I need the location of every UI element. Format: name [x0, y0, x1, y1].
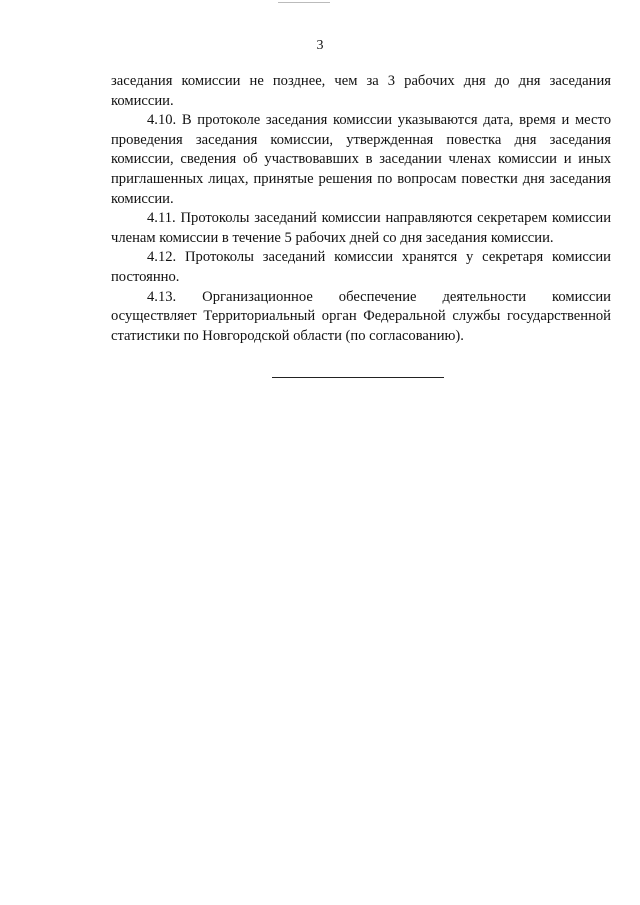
document-body [111, 72, 611, 346]
page-number: 3 [316, 38, 324, 53]
paragraph-4-13: 4.13. Организационное обеспечение деятельности комиссии осуществляет Территориальный орган Федеральной службы государственной статистики по Новгородской области (по согласованию). [111, 288, 611, 344]
end-of-document-rule [272, 377, 444, 378]
top-edge-mark [278, 0, 330, 3]
paragraph-4-11: 4.11. Протоколы заседаний комиссии направляются секретарем комиссии членам комиссии в течение 5 рабочих дней со дня заседания комиссии. [111, 210, 611, 246]
paragraph-4-12: 4.12. Протоколы заседаний комиссии хранятся у секретаря комиссии постоянно. [111, 249, 611, 285]
paragraph-continuation: заседания комиссии не позднее, чем за 3 рабочих дня до дня заседания комиссии. [111, 73, 611, 109]
paragraph-4-10: 4.10. В протоколе заседания комиссии указываются дата, время и место проведения заседания комиссии, утвержденная повестка дня заседания комиссии, сведения об участвовавших в заседании членах комиссии и иных приглашенных лицах, принятые решения по вопросам повестки дня заседания комиссии. [111, 112, 611, 207]
